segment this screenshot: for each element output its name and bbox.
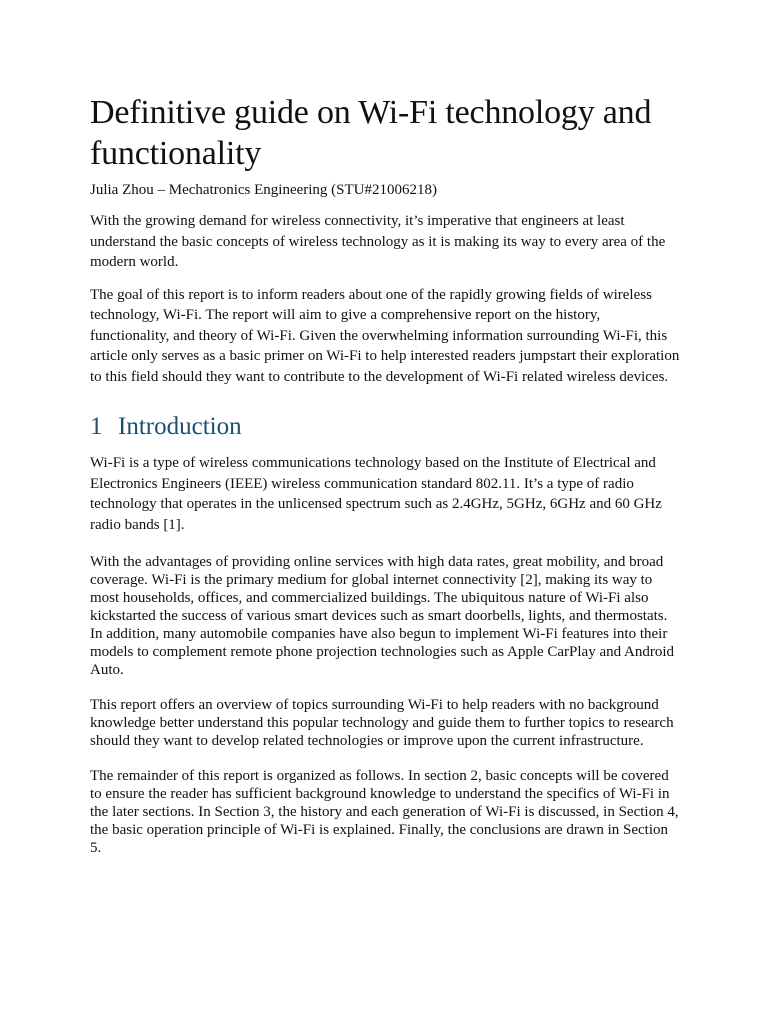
intro-paragraph-1: Wi-Fi is a type of wireless communications technology based on the Institute of Electrical and Electronics Engineers (IEEE) wireless communication standard 802.11. It’s a type of radio technology that operates in the unlicensed spectrum such as 2.4GHz, 5GHz, 6GHz and 60 GHz radio bands [1].	[90, 455, 662, 533]
section-heading-introduction	[90, 412, 680, 442]
section-title: Introduction	[118, 413, 242, 440]
author-line: Julia Zhou – Mechatronics Engineering (STU#21006218)	[90, 182, 438, 198]
document-page	[90, 92, 680, 857]
abstract-paragraph-1: With the growing demand for wireless connectivity, it’s imperative that engineers at least understand the basic concepts of wireless technology as it is making its way to every area of the modern world.	[90, 213, 666, 270]
abstract-paragraph-2: The goal of this report is to inform readers about one of the rapidly growing fields of wireless technology, Wi-Fi. The report will aim to give a comprehensive report on the history, functionality, and theory of Wi-Fi. Given the overwhelming information surrounding Wi-Fi, this article only serves as a basic primer on Wi-Fi to help interested readers jumpstart their exploration to this field should they want to contribute to the development of Wi-Fi related wireless devices.	[90, 286, 680, 385]
intro-paragraph-3: This report offers an overview of topics surrounding Wi-Fi to help readers with no background knowledge better understand this popular technology and guide them to further topics to research should they want to develop related technologies or improve upon the current infrastructure.	[90, 697, 674, 749]
section-number: 1	[90, 413, 103, 440]
intro-paragraph-4: The remainder of this report is organized as follows. In section 2, basic concepts will be covered to ensure the reader has sufficient background knowledge to understand the specifics of Wi-Fi in the later sections. In Section 3, the history and each generation of Wi-Fi is discussed, in Section 4, the basic operation principle of Wi-Fi is explained. Finally, the conclusions are drawn in Section 5.	[90, 768, 679, 856]
intro-paragraph-2: With the advantages of providing online services with high data rates, great mobility, and broad coverage. Wi-Fi is the primary medium for global internet connectivity [2], making its way to most households, offices, and commercialized buildings. The ubiquitous nature of Wi-Fi also kickstarted the success of various smart devices such as smart doorbells, lights, and thermostats. In addition, many automobile companies have also begun to implement Wi-Fi features into their models to complement remote phone projection technologies such as Apple CarPlay and Android Auto.	[90, 554, 675, 678]
page-title: Definitive guide on Wi-Fi technology and functionality	[90, 94, 652, 172]
